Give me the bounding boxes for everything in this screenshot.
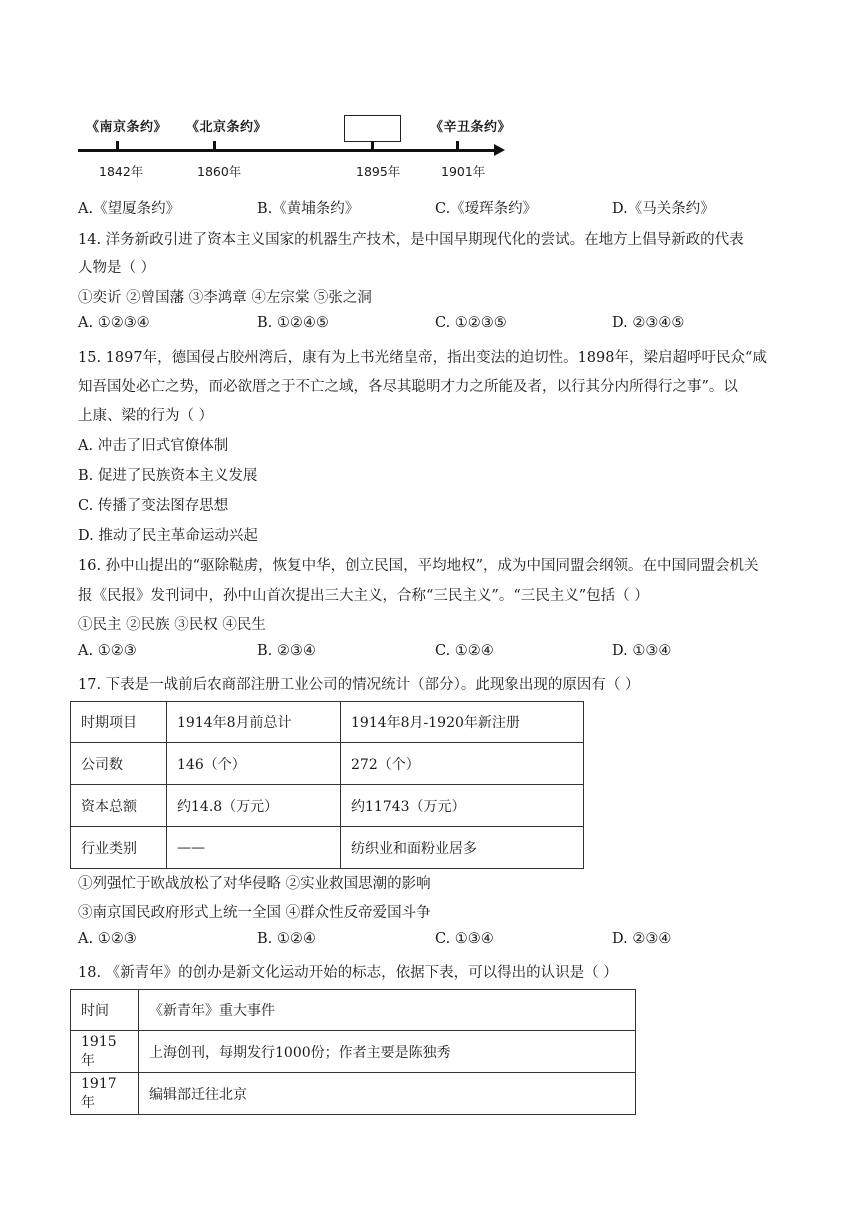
timeline-label-xinchou: 《辛丑条约》	[430, 120, 512, 135]
table-row	[71, 743, 584, 785]
table-row	[71, 785, 584, 827]
q15-stem-line1: 15. 1897年，德国侵占胶州湾后，康有为上书光绪皇帝，指出变法的迫切性。1898年，梁启超呼吁民众“咸	[78, 350, 767, 366]
q13-option-c[interactable]: C.《瑷珲条约》	[435, 201, 538, 217]
table-cell: 146（个）	[167, 743, 341, 785]
q14-option-c[interactable]: C. ①②③⑤	[435, 315, 507, 331]
q16-stem-line2: 报《民报》发刊词中，孙中山首次提出三大主义，合称“三民主义”。“三民主义”包括（ ）	[78, 588, 649, 604]
table-cell: 1914年8月前总计	[167, 702, 341, 743]
table-cell: 时期项目	[71, 702, 167, 743]
q18-stem: 18. 《新青年》的创办是新文化运动开始的标志，依据下表，可以得出的认识是（ ）	[78, 965, 618, 981]
q17-option-d[interactable]: D. ②③④	[612, 931, 672, 947]
q13-option-a[interactable]: A.《望厦条约》	[78, 201, 181, 217]
q13-option-d[interactable]: D.《马关条约》	[612, 201, 715, 217]
table-cell: 时间	[71, 990, 139, 1031]
table-cell: ——	[167, 827, 341, 869]
table-row	[71, 827, 584, 869]
table-cell: 纺织业和面粉业居多	[341, 827, 584, 869]
timeline-label-nanjing: 《南京条约》	[86, 120, 168, 135]
table-cell: 1914年8月-1920年新注册	[341, 702, 584, 743]
table-cell: 资本总额	[71, 785, 167, 827]
q17-items-line1: ①列强忙于欧战放松了对华侵略 ②实业救国思潮的影响	[78, 876, 431, 892]
q15-stem-line2: 知吾国处必亡之势，而必欲厝之于不亡之域，各尽其聪明才力之所能及者，以行其分内所得行之事”。以	[78, 379, 738, 395]
q13-option-b[interactable]: B.《黄埔条约》	[257, 201, 360, 217]
table-cell: 上海创刊，每期发行1000份；作者主要是陈独秀	[139, 1031, 636, 1073]
timeline-year: 1860年	[197, 164, 242, 179]
q15-option-c[interactable]: C. 传播了变法图存思想	[78, 498, 229, 514]
timeline-year: 1901年	[441, 164, 486, 179]
q14-stem-line1: 14. 洋务新政引进了资本主义国家的机器生产技术，是中国早期现代化的尝试。在地方上倡导新政的代表	[78, 232, 744, 248]
q17-stem: 17. 下表是一战前后农商部注册工业公司的情况统计（部分）。此现象出现的原因有（ ）	[78, 677, 640, 693]
table-row	[71, 1031, 636, 1073]
q14-items: ①奕䜣 ②曾国藩 ③李鸿章 ④左宗棠 ⑤张之洞	[78, 290, 372, 306]
q16-option-d[interactable]: D. ①③④	[612, 643, 672, 659]
table-cell: 《新青年》重大事件	[139, 990, 636, 1031]
q16-items: ①民主 ②民族 ③民权 ④民生	[78, 617, 266, 633]
q17-option-a[interactable]: A. ①②③	[78, 931, 137, 947]
q16-option-b[interactable]: B. ②③④	[257, 643, 316, 659]
q17-option-c[interactable]: C. ①③④	[435, 931, 494, 947]
q17-option-b[interactable]: B. ①②④	[257, 931, 316, 947]
timeline-arrow-icon	[494, 144, 505, 156]
q15-stem-line3: 上康、梁的行为（ ）	[78, 408, 214, 424]
table-cell: 1915年	[71, 1031, 139, 1073]
table-cell: 1917年	[71, 1073, 139, 1115]
table-row	[71, 702, 584, 743]
table-row	[71, 990, 636, 1031]
q15-option-d[interactable]: D. 推动了民主革命运动兴起	[78, 528, 258, 544]
table-cell: 公司数	[71, 743, 167, 785]
q15-option-b[interactable]: B. 促进了民族资本主义发展	[78, 468, 258, 484]
table-cell: 272（个）	[341, 743, 584, 785]
table-cell: 约14.8（万元）	[167, 785, 341, 827]
q16-option-a[interactable]: A. ①②③	[78, 643, 137, 659]
q14-option-d[interactable]: D. ②③④⑤	[612, 315, 685, 331]
table-cell: 编辑部迁往北京	[139, 1073, 636, 1115]
table-cell: 约11743（万元）	[341, 785, 584, 827]
timeline-year: 1895年	[356, 164, 401, 179]
q15-option-a[interactable]: A. 冲击了旧式官僚体制	[78, 438, 229, 454]
timeline-blank-box	[344, 115, 401, 142]
q14-stem-line2: 人物是（ ）	[78, 260, 156, 276]
timeline-axis	[78, 149, 496, 152]
q16-stem-line1: 16. 孙中山提出的“驱除鞑虏，恢复中华，创立民国，平均地权”，成为中国同盟会纲领。在中国同盟会机关	[78, 558, 759, 574]
table-row	[71, 1073, 636, 1115]
q17-table	[70, 701, 584, 869]
q17-items-line2: ③南京国民政府形式上统一全国 ④群众性反帝爱国斗争	[78, 905, 431, 921]
q14-option-b[interactable]: B. ①②④⑤	[257, 315, 329, 331]
q16-option-c[interactable]: C. ①②④	[435, 643, 494, 659]
timeline-year: 1842年	[99, 164, 144, 179]
q14-option-a[interactable]: A. ①②③④	[78, 315, 150, 331]
table-cell: 行业类别	[71, 827, 167, 869]
q18-table	[70, 989, 636, 1115]
timeline-label-beijing: 《北京条约》	[186, 120, 268, 135]
